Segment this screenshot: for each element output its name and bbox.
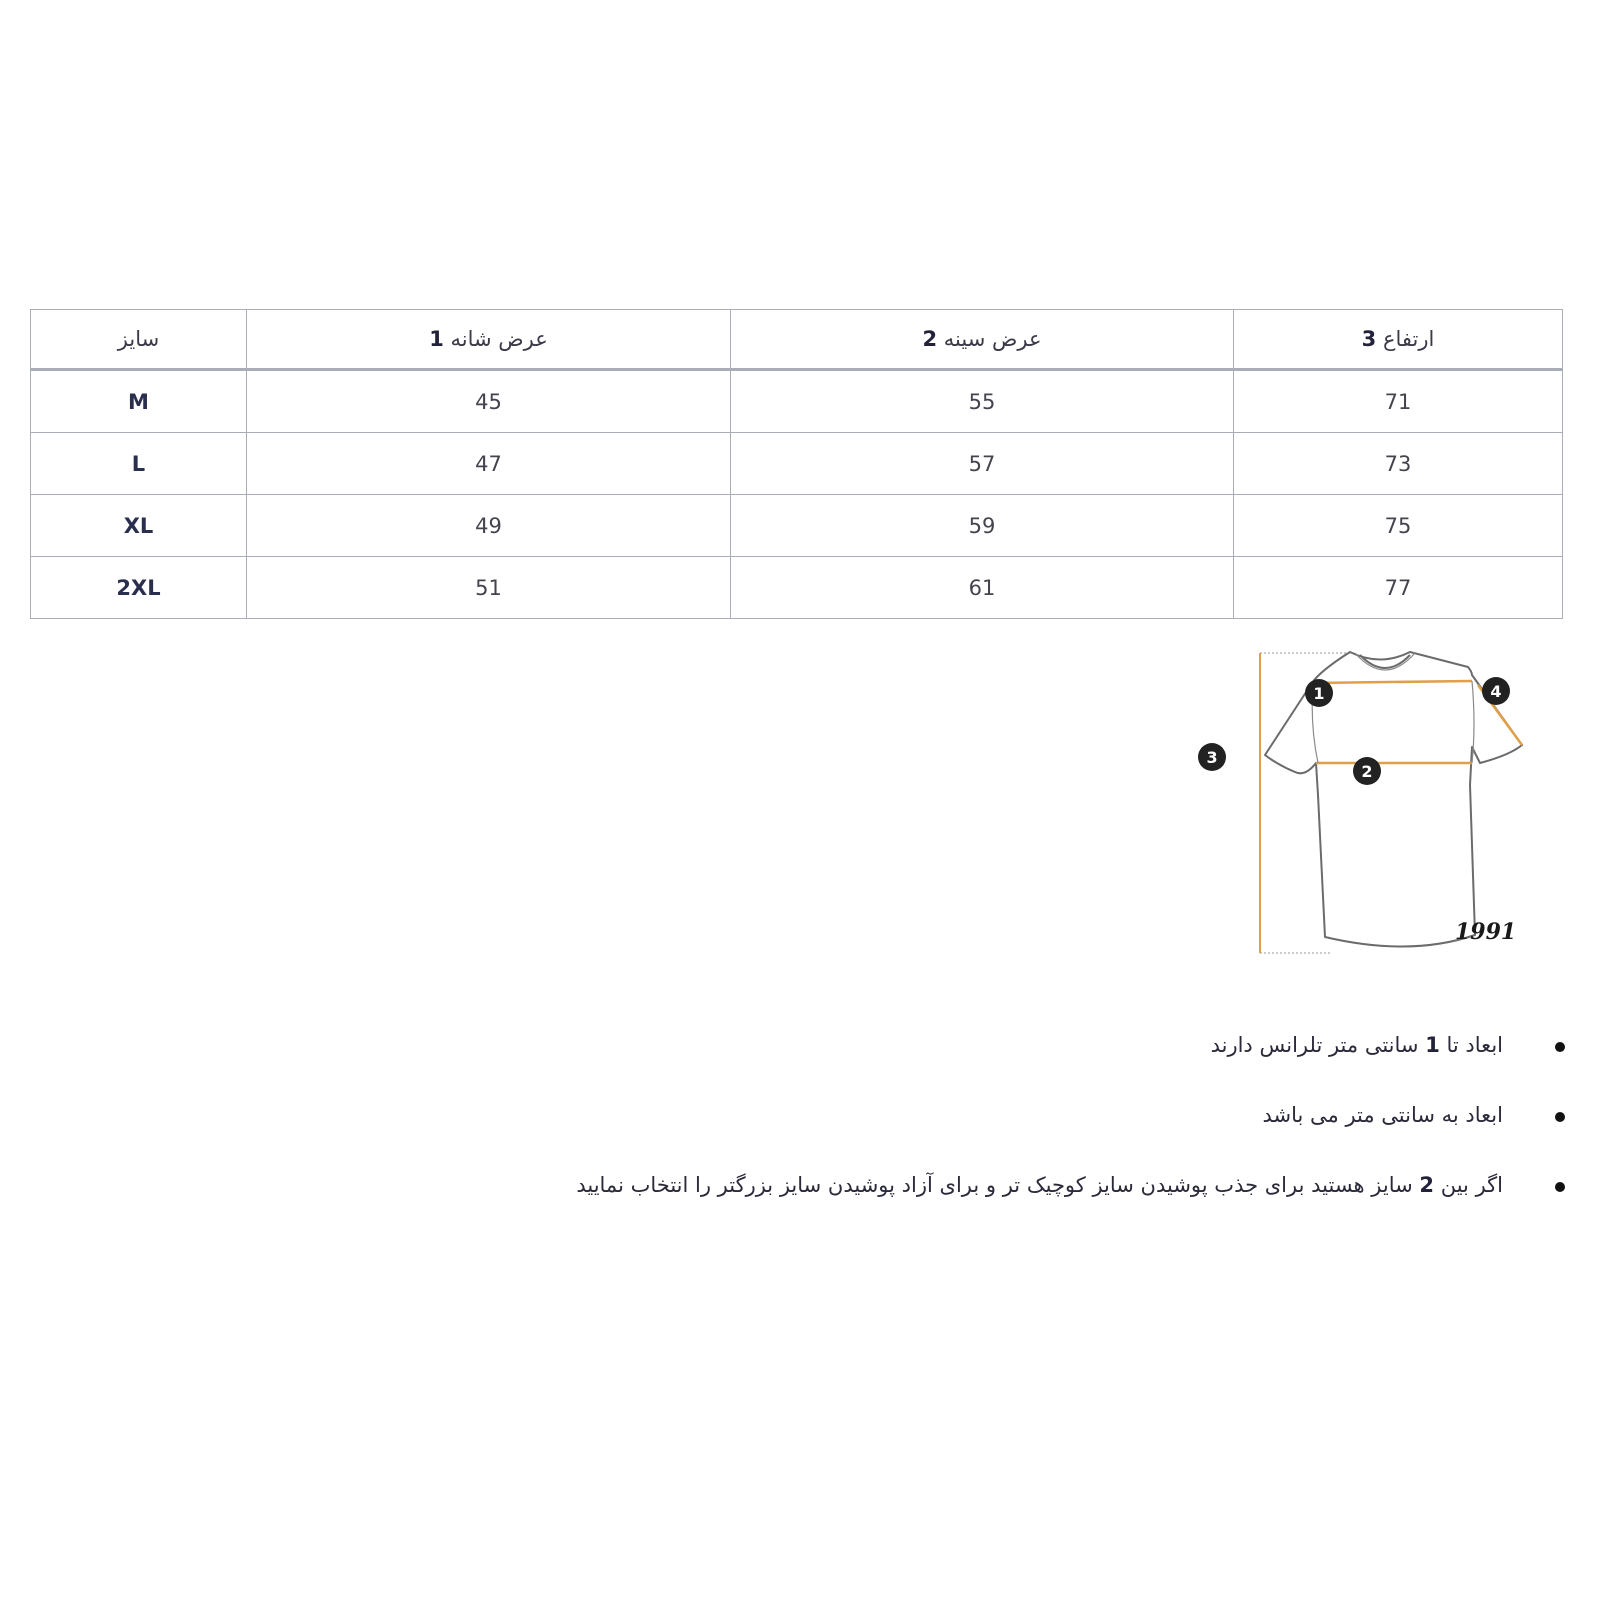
shoulder-cell: 45	[247, 370, 731, 433]
shoulder-cell: 51	[247, 557, 731, 619]
bullet-icon	[1555, 1182, 1565, 1192]
note-item: اگر بین 2 سایز هستید برای جذب پوشیدن سایز کوچیک تر و برای آزاد پوشیدن سایز بزرگتر را انتخاب نمایید	[365, 1170, 1565, 1200]
svg-text:1: 1	[1313, 684, 1325, 703]
header-shoulder: عرض شانه 1	[247, 310, 731, 370]
table-row	[31, 433, 1563, 495]
header-chest: عرض سینه 2	[731, 310, 1234, 370]
size-cell: M	[31, 370, 247, 433]
note-item: ابعاد تا 1 سانتی متر تلرانس دارند	[365, 1030, 1565, 1060]
header-size: سایز	[31, 310, 247, 370]
svg-text:2: 2	[1361, 762, 1373, 781]
size-cell: XL	[31, 495, 247, 557]
shoulder-cell: 49	[247, 495, 731, 557]
shoulder-cell: 47	[247, 433, 731, 495]
tshirt-measurement-diagram	[1206, 645, 1550, 965]
marker-3-icon	[1198, 743, 1226, 771]
marker-4-icon	[1482, 677, 1510, 705]
bullet-icon	[1555, 1112, 1565, 1122]
shoulder-line	[1312, 681, 1472, 683]
brand-logo: 1991	[1455, 919, 1517, 945]
header-height: ارتفاع 3	[1234, 310, 1563, 370]
height-cell: 75	[1234, 495, 1563, 557]
svg-text:3: 3	[1206, 748, 1218, 767]
chest-cell: 55	[731, 370, 1234, 433]
note-item: ابعاد به سانتی متر می باشد	[365, 1100, 1565, 1130]
svg-text:4: 4	[1490, 682, 1502, 701]
bullet-icon	[1555, 1042, 1565, 1052]
table-header-row	[31, 310, 1563, 370]
chest-cell: 57	[731, 433, 1234, 495]
collar-shape	[1360, 655, 1410, 668]
table-row	[31, 557, 1563, 619]
height-cell: 73	[1234, 433, 1563, 495]
size-cell: 2XL	[31, 557, 247, 619]
table-row	[31, 370, 1563, 433]
marker-2-icon	[1353, 757, 1381, 785]
height-cell: 77	[1234, 557, 1563, 619]
size-cell: L	[31, 433, 247, 495]
size-table	[30, 309, 1563, 619]
chest-cell: 61	[731, 557, 1234, 619]
height-cell: 71	[1234, 370, 1563, 433]
marker-1-icon	[1305, 679, 1333, 707]
table-row	[31, 495, 1563, 557]
chest-cell: 59	[731, 495, 1234, 557]
notes-list	[365, 1030, 1565, 1240]
